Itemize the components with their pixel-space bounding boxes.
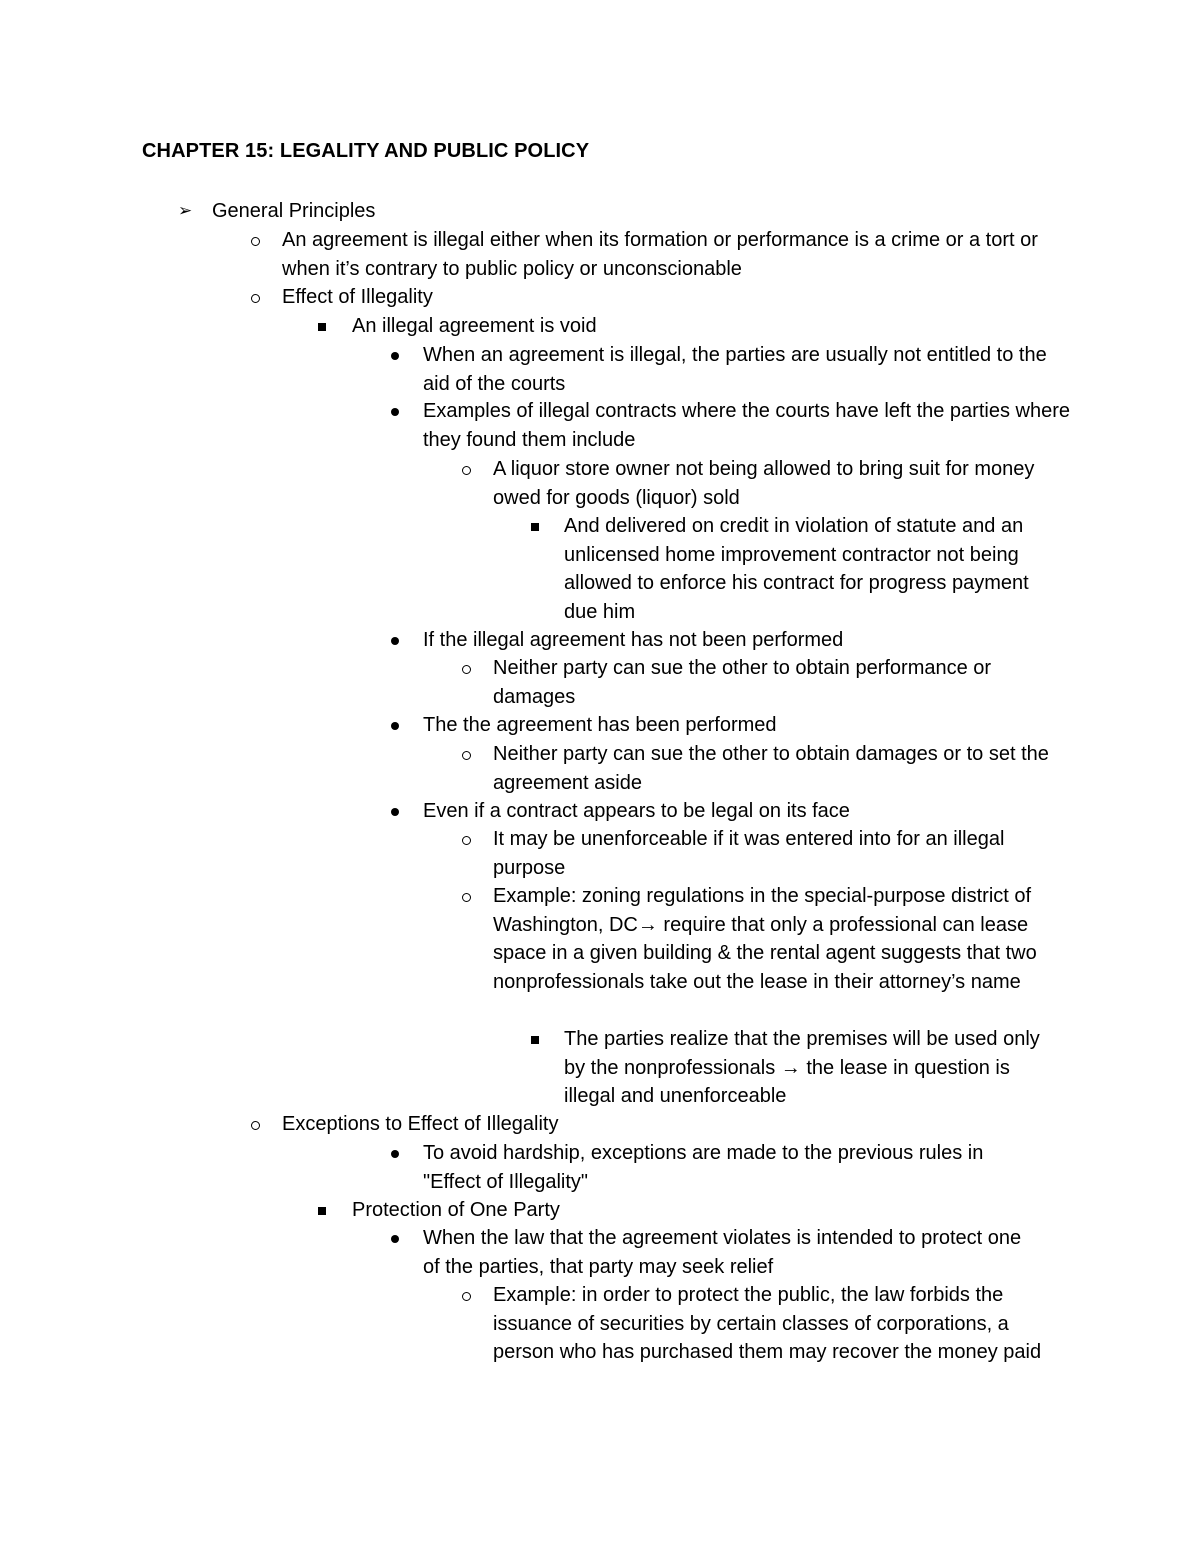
filled-square-bullet-icon	[530, 1025, 554, 1054]
outline-item	[423, 711, 1073, 740]
outline-item	[212, 197, 1072, 226]
outline-item	[493, 882, 1063, 996]
outline-item	[493, 740, 1073, 797]
filled-disc-bullet-icon	[390, 711, 414, 740]
outline-item	[423, 1224, 1043, 1281]
hollow-circle-bullet-icon	[461, 455, 485, 484]
hollow-circle-bullet-icon	[250, 226, 274, 255]
hollow-circle-bullet-icon	[461, 740, 485, 769]
outline-item-text: The parties realize that the premises will be used only by the nonprofessionals → the lease in question is illegal and unenforceable	[564, 1028, 1040, 1108]
outline-item-text: Neither party can sue the other to obtain damages or to set the agreement aside	[493, 743, 1049, 794]
outline-item	[423, 1139, 1043, 1196]
hollow-circle-bullet-icon	[461, 654, 485, 683]
outline-item-text: And delivered on credit in violation of statute and an unlicensed home improvement contractor not being allowed to enforce his contract for progress payment due him	[564, 515, 1029, 623]
hollow-circle-bullet-icon	[250, 1110, 274, 1139]
outline-item	[352, 1196, 1072, 1225]
filled-square-bullet-icon	[317, 312, 341, 341]
outline-item-text: To avoid hardship, exceptions are made to the previous rules in "Effect of Illegality"	[423, 1142, 984, 1193]
outline-item	[423, 626, 1073, 655]
outline-item-text: The the agreement has been performed	[423, 714, 777, 736]
outline-item	[493, 654, 1053, 711]
hollow-circle-bullet-icon	[461, 825, 485, 854]
outline-item-text: Protection of One Party	[352, 1199, 560, 1221]
outline-item	[564, 512, 1054, 626]
outline-item-text: It may be unenforceable if it was entered into for an illegal purpose	[493, 828, 1005, 879]
outline-item	[282, 1110, 1072, 1139]
hollow-circle-bullet-icon	[461, 1281, 485, 1310]
outline-item	[423, 797, 1073, 826]
outline-item-text: Examples of illegal contracts where the courts have left the parties where they found them include	[423, 400, 1070, 451]
outline-item-text: A liquor store owner not being allowed to bring suit for money owed for goods (liquor) sold	[493, 458, 1035, 509]
outline-item	[423, 397, 1073, 454]
filled-disc-bullet-icon	[390, 341, 414, 370]
outline-item-text: Exceptions to Effect of Illegality	[282, 1113, 559, 1135]
hollow-circle-bullet-icon	[461, 882, 485, 911]
outline-item	[352, 312, 1072, 341]
filled-disc-bullet-icon	[390, 1139, 414, 1168]
filled-disc-bullet-icon	[390, 1224, 414, 1253]
hollow-circle-bullet-icon	[250, 283, 274, 312]
outline-item	[282, 226, 1072, 283]
filled-disc-bullet-icon	[390, 797, 414, 826]
filled-square-bullet-icon	[317, 1196, 341, 1225]
outline-item-text: Effect of Illegality	[282, 286, 433, 308]
outline-item-text: Example: in order to protect the public, the law forbids the issuance of securities by certain classes of corporations, a person who has purchased them may recover the money paid	[493, 1284, 1042, 1364]
filled-disc-bullet-icon	[390, 397, 414, 426]
outline-item	[423, 341, 1073, 398]
outline-item-text: An agreement is illegal either when its formation or performance is a crime or a tort or when it’s contrary to public policy or unconscionable	[282, 229, 1038, 280]
outline-item	[493, 825, 1053, 882]
outline-item-text: Neither party can sue the other to obtain performance or damages	[493, 657, 992, 708]
outline-item-text: Even if a contract appears to be legal on its face	[423, 800, 850, 822]
outline-item-text: Example: zoning regulations in the special-purpose district of Washington, DC→ require that only a professional can lease space in a given building & the rental agent suggests that two nonprofessionals take out the lease in their attorney’s name	[493, 885, 1037, 993]
arrowhead-bullet-icon	[178, 197, 202, 226]
outline-item	[282, 283, 1072, 312]
filled-disc-bullet-icon	[390, 626, 414, 655]
outline-item-text: When an agreement is illegal, the parties are usually not entitled to the aid of the courts	[423, 344, 1047, 395]
outline-item-text: When the law that the agreement violates is intended to protect one of the parties, that party may seek relief	[423, 1227, 1022, 1278]
filled-square-bullet-icon	[530, 512, 554, 541]
outline-item-text: If the illegal agreement has not been performed	[423, 629, 844, 651]
outline-item-text: An illegal agreement is void	[352, 315, 597, 337]
chapter-title: CHAPTER 15: LEGALITY AND PUBLIC POLICY	[142, 140, 590, 162]
outline-item	[493, 1281, 1053, 1367]
outline-item-text: General Principles	[212, 200, 376, 222]
outline-item	[564, 1025, 1044, 1111]
outline-item	[493, 455, 1053, 512]
